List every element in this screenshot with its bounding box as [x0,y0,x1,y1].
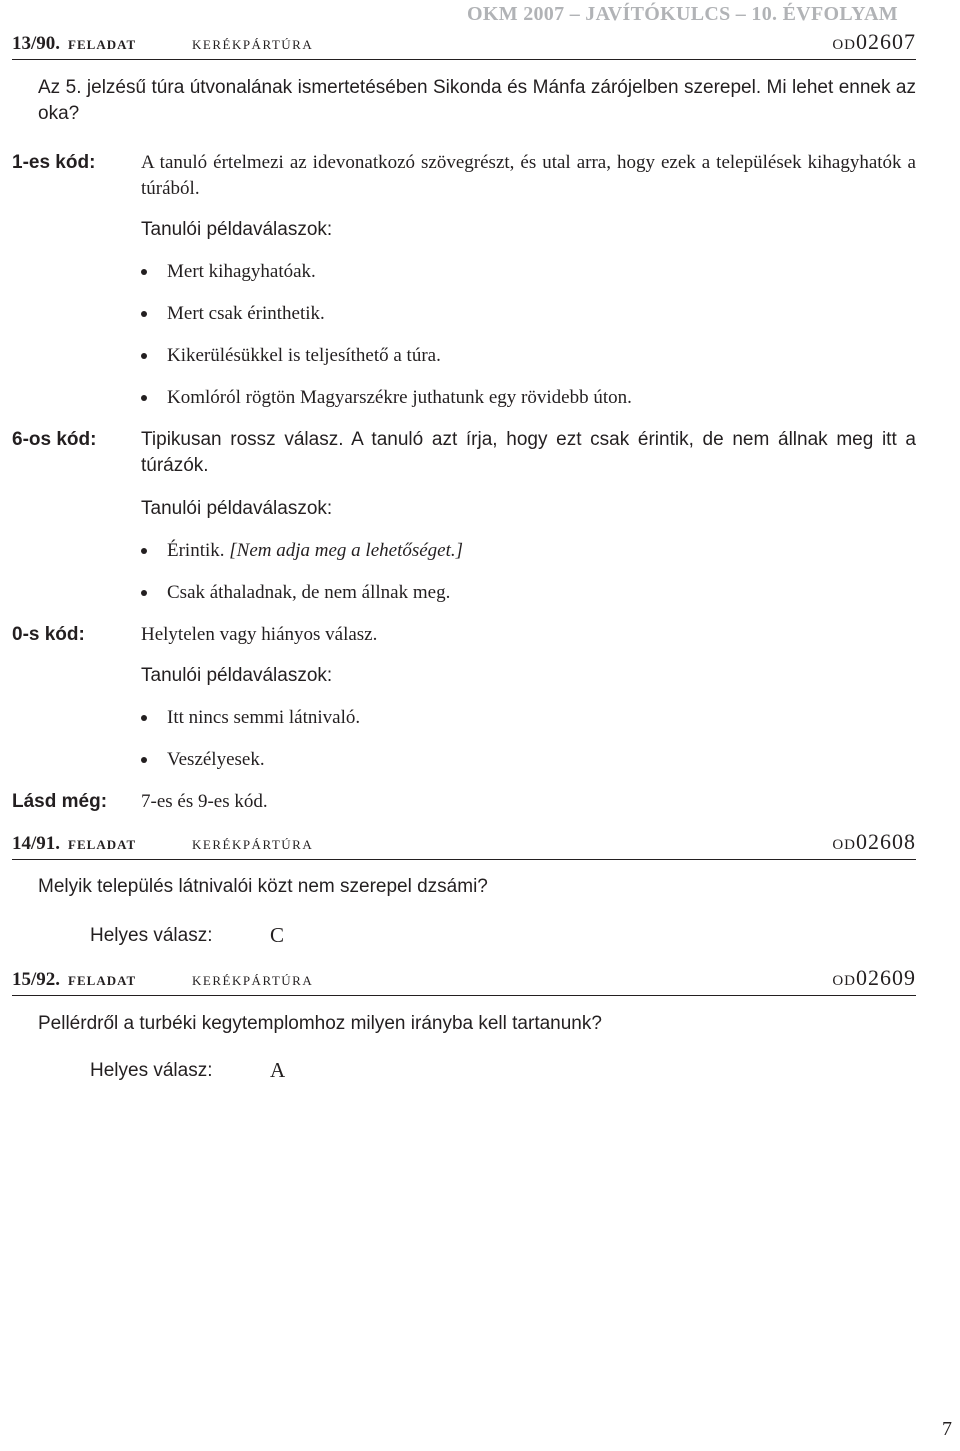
task-code: od02609 [832,965,916,990]
feladat-label: feladat [68,833,137,854]
heading-rule [12,995,916,996]
page-number: 7 [942,1418,952,1440]
feladat-label: feladat [68,969,137,990]
code-label: 1-es kód: [12,152,96,173]
answer-label: Helyes válasz: [90,925,213,946]
task-heading-14-91 [12,830,916,860]
heading-rule [12,59,916,60]
see-also-label: Lásd még: [12,791,108,812]
task-heading-15-92 [12,966,916,996]
task-code: od02608 [832,829,916,854]
feladat-label: feladat [68,33,137,54]
task-heading-13-90 [12,30,916,60]
task-number: 14/91. feladat [12,833,137,854]
code-label: 6-os kód: [12,429,97,450]
answer-label: Helyes válasz: [90,1060,213,1081]
code-label: 0-s kód: [12,624,85,645]
example-note: [Nem adja meg a lehetőséget.] [229,540,464,561]
answer-value: C [270,923,285,947]
task-subject: kerékpártúra [192,833,314,854]
code-description: Tipikusan rossz válasz. A tanuló azt írja, hogy ezt csak érintik, de nem állnak meg itt a túrázók. [141,429,916,476]
task-subject: kerékpártúra [192,33,314,54]
bullet-icon [141,548,147,554]
examples-heading: Tanulói példaválaszok: [141,498,333,519]
task-question: Az 5. jelzésű túra útvonalának ismertetésében Sikonda és Mánfa zárójelben szerepel. Mi lehet ennek az oka? [38,77,916,124]
task-code: od02607 [832,29,916,54]
bullet-icon [141,757,147,763]
code-description: A tanuló értelmezi az idevonatkozó szövegrészt, és utal arra, hogy ezek a települések kihagyhatók a túrából. [141,152,916,199]
code-description: Helytelen vagy hiányos válasz. [141,624,378,645]
examples-heading: Tanulói példaválaszok: [141,219,333,240]
task-question: Pellérdről a turbéki kegytemplomhoz milyen irányba kell tartanunk? [38,1013,602,1034]
bullet-icon [141,311,147,317]
task-subject: kerékpártúra [192,969,314,990]
task-number: 15/92. feladat [12,969,137,990]
running-header: OKM 2007 – JAVÍTÓKULCS – 10. ÉVFOLYAM [467,3,898,25]
bullet-icon [141,715,147,721]
answer-value: A [270,1058,286,1082]
bullet-icon [141,395,147,401]
task-question: Melyik település látnivalói közt nem szerepel dzsámi? [38,876,488,897]
task-number: 13/90. feladat [12,33,137,54]
see-also-text: 7-es és 9-es kód. [141,791,268,812]
heading-rule [12,859,916,860]
bullet-icon [141,353,147,359]
examples-heading: Tanulói példaválaszok: [141,665,333,686]
bullet-icon [141,590,147,596]
bullet-icon [141,269,147,275]
